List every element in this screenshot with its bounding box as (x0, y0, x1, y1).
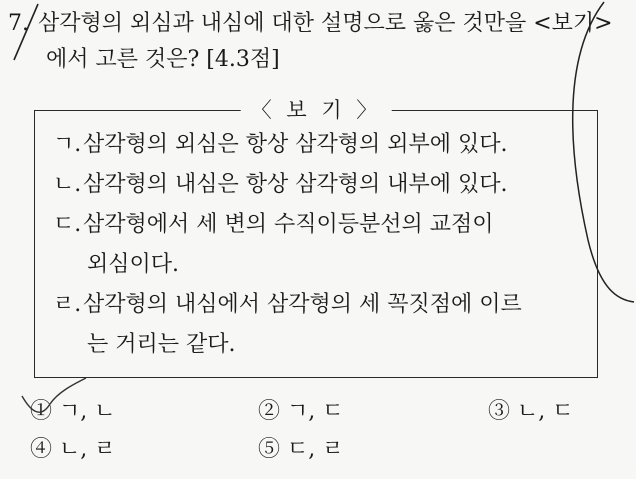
bogi-item-3 (53, 207, 494, 243)
bogi-item-4-cont: 는 거리는 같다. (87, 332, 236, 357)
question-line-1 (8, 6, 613, 42)
choice-label: ③ (488, 399, 511, 424)
choice-label: ① (30, 399, 53, 424)
bogi-marker: ㄴ. (53, 172, 82, 197)
bogi-text: 삼각형에서 세 변의 수직이등분선의 교점이 (83, 212, 494, 237)
question-number: 7. (8, 11, 29, 36)
choice-4[interactable] (30, 434, 116, 466)
choice-text: ㄱ, ㄴ (59, 399, 116, 424)
choice-text: ㄷ, ㄹ (287, 437, 344, 462)
choice-5[interactable] (258, 434, 344, 466)
answer-choices (30, 396, 620, 472)
choice-text: ㄴ, ㄷ (517, 399, 574, 424)
choice-label: ④ (30, 437, 53, 462)
bogi-text: 삼각형의 내심은 항상 삼각형의 내부에 있다. (83, 172, 508, 197)
bogi-box (34, 98, 598, 378)
bogi-marker: ㄷ. (53, 212, 82, 237)
bogi-item-1 (53, 127, 508, 163)
choice-3[interactable] (488, 396, 574, 428)
choice-label: ② (258, 399, 281, 424)
bogi-item-3-cont: 외심이다. (87, 252, 180, 277)
choice-text: ㄱ, ㄷ (287, 399, 344, 424)
question-text-1: 삼각형의 외심과 내심에 대한 설명으로 옳은 것만을 <보기> (38, 11, 613, 36)
choice-text: ㄴ, ㄹ (59, 437, 116, 462)
bogi-title: 〈 보 기 〉 (241, 96, 392, 124)
bogi-marker: ㄱ. (53, 132, 82, 157)
bogi-text: 삼각형의 내심에서 삼각형의 세 꼭짓점에 이르 (83, 292, 522, 317)
question-line-2: 에서 고른 것은? [4.3점] (46, 47, 280, 72)
choice-label: ⑤ (258, 437, 281, 462)
choice-2[interactable] (258, 396, 344, 428)
bogi-text: 삼각형의 외심은 항상 삼각형의 외부에 있다. (83, 132, 508, 157)
bogi-marker: ㄹ. (53, 292, 82, 317)
bogi-item-2 (53, 167, 508, 203)
choice-1[interactable] (30, 396, 116, 428)
bogi-item-4 (53, 287, 522, 323)
